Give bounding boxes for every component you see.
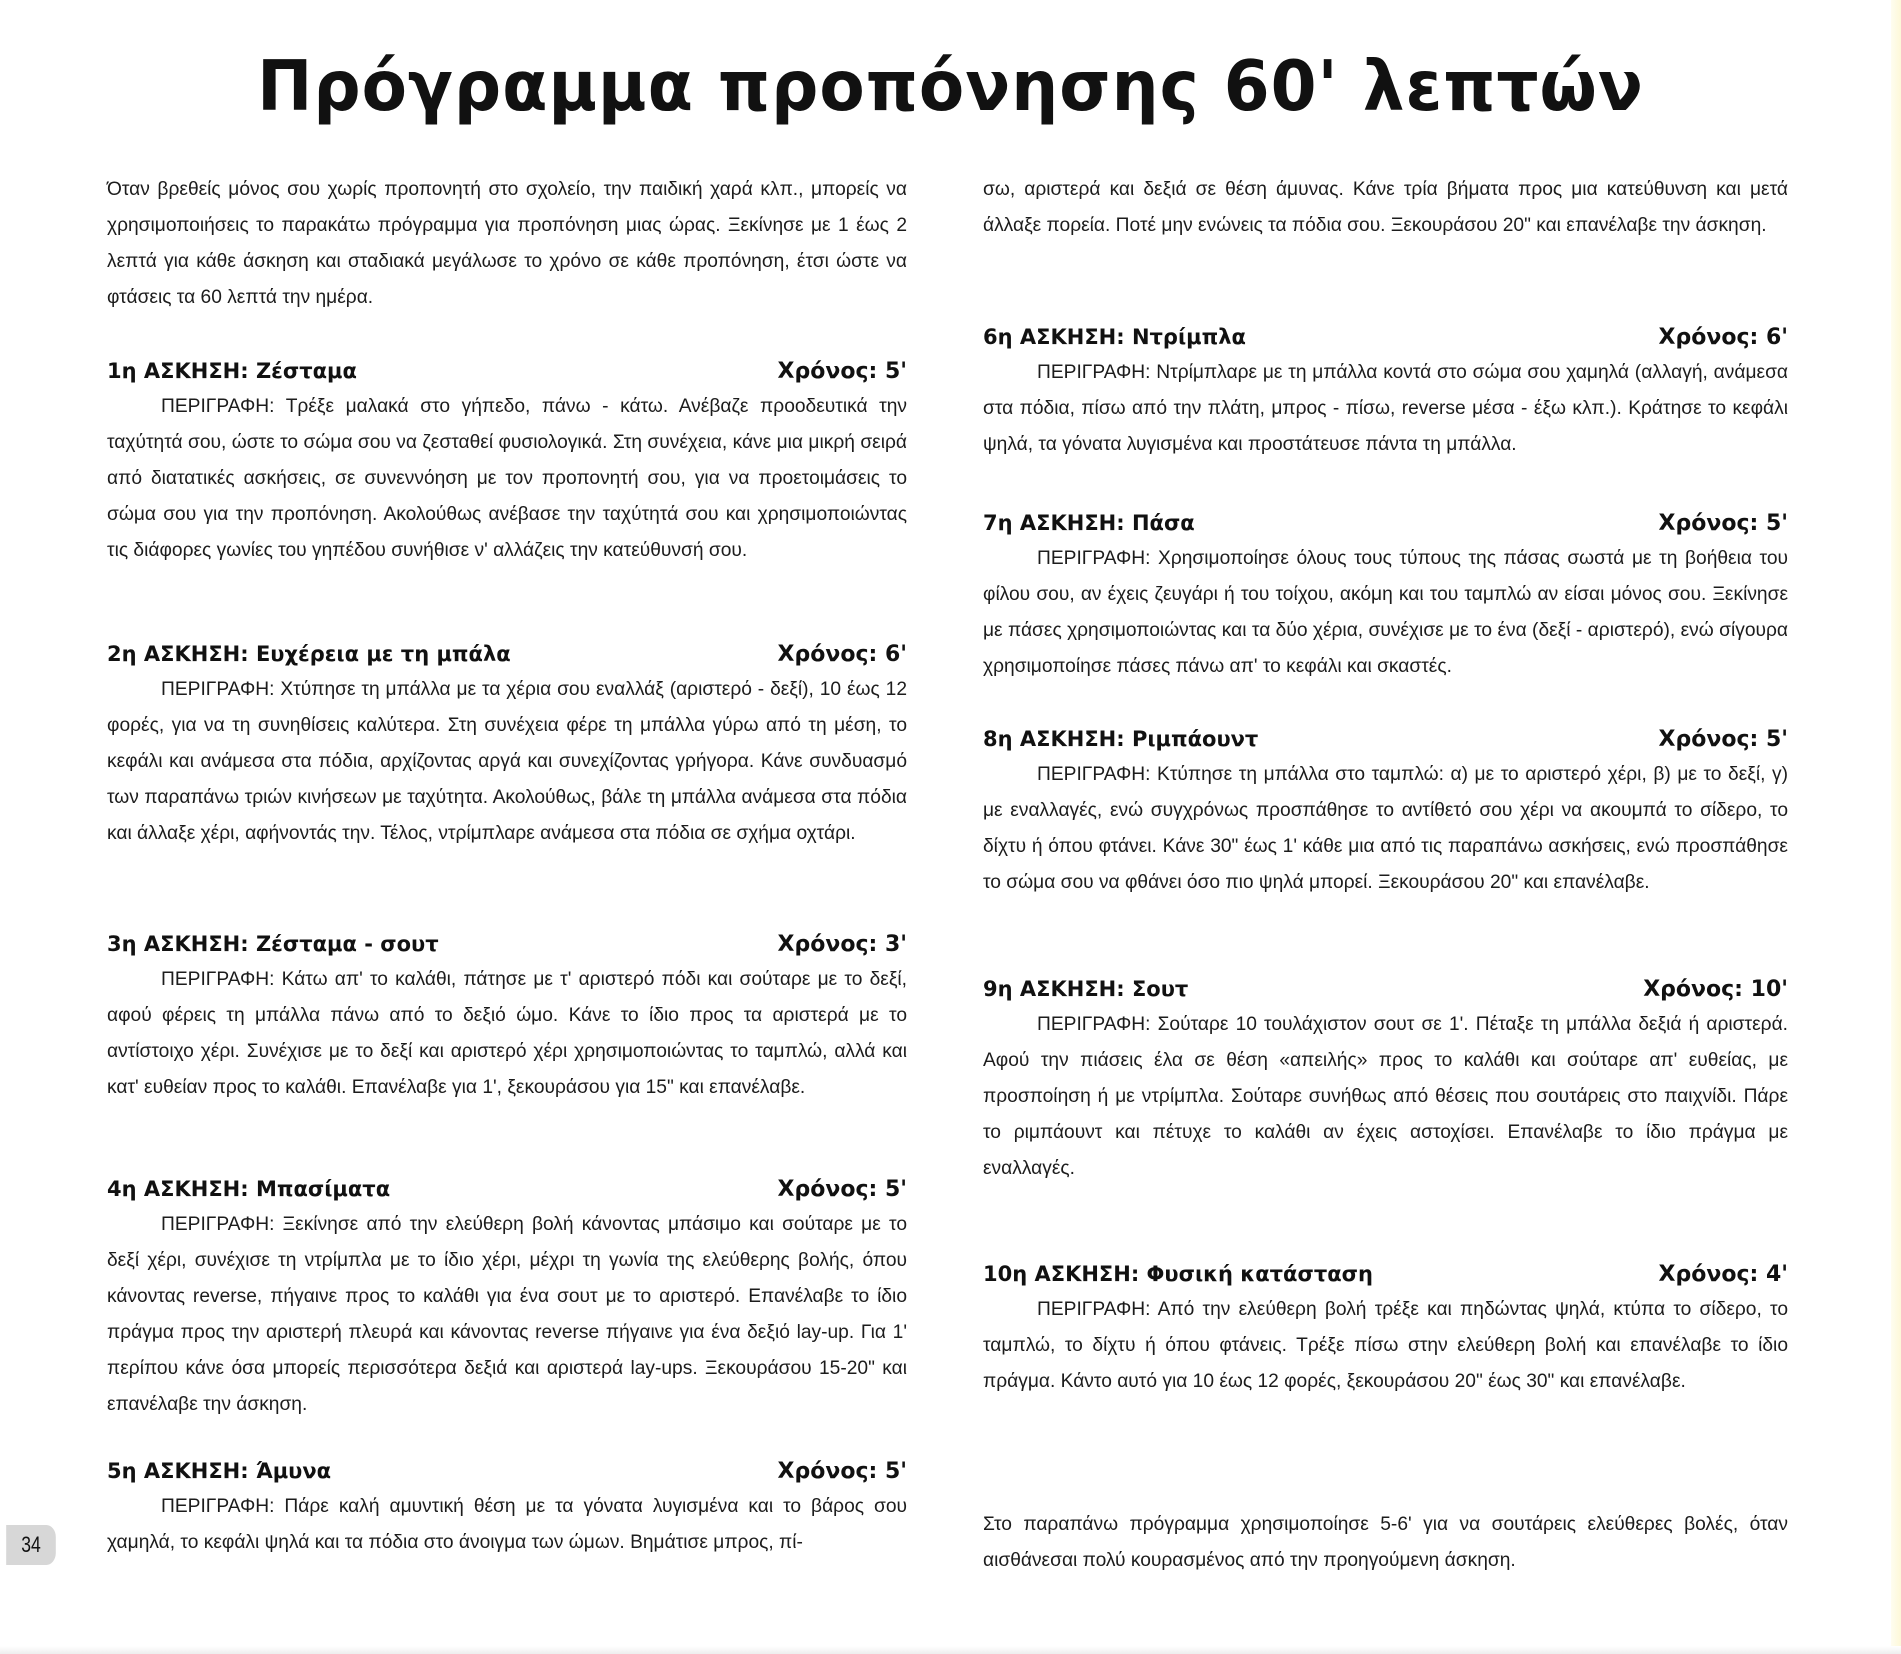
exercise-description: ΠΕΡΙΓΡΑΦΗ: Χτύπησε τη μπάλλα με τα χέρια σου εναλλάξ (αριστερό - δεξί), 10 έως 12 φορές, για να τη συνηθίσεις καλύτερα. Στη συνέχεια φέρε τη μπάλλα γύρω από τη μέση, το κεφάλι και ανάμεσα στα πόδια, αρχίζοντας αργά και συνεχίζοντας γρήγορα. Κάνε συνδυασμό των παραπάνω τριών κινήσεων με ταχύτητα. Ακολούθως, βάλε τη μπάλλα ανάμεσα στα πόδια και άλλαξε χέρι, αφήνοντάς την. Τέλος, ντρίμπλαρε ανάμεσα στα πόδια σε σχήμα οχτάρι. <box>107 679 907 844</box>
exercise-title: 5η ΑΣΚΗΣΗ: Άμυνα <box>107 1459 332 1483</box>
exercise-time: Χρόνος: 5' <box>777 1177 907 1202</box>
exercise-time: Χρόνος: 6' <box>1658 325 1788 350</box>
exercise-time: Χρόνος: 5' <box>1658 511 1788 536</box>
exercise-title: 1η ΑΣΚΗΣΗ: Ζέσταμα <box>107 359 357 383</box>
exercise-8 <box>983 722 1788 901</box>
exercise-description: ΠΕΡΙΓΡΑΦΗ: Τρέξε μαλακά στο γήπεδο, πάνω - κάτω. Ανέβαζε προοδευτικά την ταχύτητά σου, ώστε το σώμα σου να ζεσταθεί φυσιολογικά. Στη συνέχεια, κάνε μια μικρή σειρά από διατατικές ασκήσεις, σε συνεννόηση με τον προπονητή σου, για να προετοιμάσεις το σώμα σου για την προπόνηση. Ακολούθως ανέβασε την ταχύτητά σου και χρησιμοποιώντας τις διάφορες γωνίες του γηπέδου συνήθισε ν' αλλάζεις την κατεύθυνσή σου. <box>107 396 907 561</box>
exercise-header <box>107 637 907 672</box>
exercise-5-continuation: σω, αριστερά και δεξιά σε θέση άμυνας. Κάνε τρία βήματα προς μια κατεύθυνση και μετά άλλαξε πορεία. Ποτέ μην ενώνεις τα πόδια σου. Ξεκουράσου 20" και επανέλαβε την άσκηση. <box>983 179 1788 236</box>
exercise-10 <box>983 1257 1788 1400</box>
exercise-description: ΠΕΡΙΓΡΑΦΗ: Ντρίμπλαρε με τη μπάλλα κοντά στο σώμα σου χαμηλά (αλλαγή, ανάμεσα στα πόδια, πίσω από την πλάτη, μπρος - πίσω, reverse μέσα - έξω κλπ.). Κράτησε το κεφάλι ψηλά, τα γόνατα λυγισμένα και προστάτευσε πάντα τη μπάλλα. <box>983 362 1788 455</box>
page-bottom-shadow <box>0 1646 1901 1654</box>
intro-paragraph: Όταν βρεθείς μόνος σου χωρίς προπονητή στο σχολείο, την παιδική χαρά κλπ., μπορείς να χρησιμοποιήσεις το παρακάτω πρόγραμμα για προπόνηση μιας ώρας. Ξεκίνησε με 1 έως 2 λεπτά για κάθε άσκηση και σταδιακά μεγάλωσε το χρόνο σε κάθε προπόνηση, έτσι ώστε να φτάσεις τα 60 λεπτά την ημέρα. <box>107 179 907 308</box>
exercise-header <box>983 722 1788 757</box>
exercise-description: ΠΕΡΙΓΡΑΦΗ: Σούταρε 10 τουλάχιστον σουτ σε 1'. Πέταξε τη μπάλλα δεξιά ή αριστερά. Αφού την πιάσεις έλα σε θέση «απειλής» προς το καλάθι και σούταρε απ' ευθείας, με προσποίηση ή με ντρίμπλα. Σούταρε συνήθως από θέσεις που σουτάρεις στο παιχνίδι. Πάρε το ριμπάουντ και πέτυχε το καλάθι αν έχεις αστοχίσει. Επανέλαβε το ίδιο πράγμα με εναλλαγές. <box>983 1014 1788 1179</box>
exercise-4 <box>107 1172 907 1423</box>
exercise-header <box>107 1172 907 1207</box>
exercise-time: Χρόνος: 4' <box>1658 1262 1788 1287</box>
exercise-title: 10η ΑΣΚΗΣΗ: Φυσική κατάσταση <box>983 1262 1373 1286</box>
exercise-header <box>983 320 1788 355</box>
exercise-time: Χρόνος: 5' <box>777 359 907 384</box>
page-number-tab: 34 <box>6 1525 56 1565</box>
exercise-title: 9η ΑΣΚΗΣΗ: Σουτ <box>983 977 1189 1001</box>
exercise-header <box>107 354 907 389</box>
exercise-title: 6η ΑΣΚΗΣΗ: Ντρίμπλα <box>983 325 1246 349</box>
exercise-header <box>983 972 1788 1007</box>
exercise-3 <box>107 927 907 1106</box>
exercise-description: ΠΕΡΙΓΡΑΦΗ: Χρησιμοποίησε όλους τους τύπους της πάσας σωστά με τη βοήθεια του φίλου σου, αν έχεις ζευγάρι ή του τοίχου, ακόμη και του ταμπλώ αν είσαι μόνος σου. Ξεκίνησε με πάσες χρησιμοποιώντας και τα δύο χέρια, συνέχισε με το ένα (δεξί - αριστερό), ενώ σίγουρα χρησιμοποίησε πάσες πάνω απ' το κεφάλι και σκαστές. <box>983 548 1788 677</box>
exercise-description: ΠΕΡΙΓΡΑΦΗ: Ξεκίνησε από την ελεύθερη βολή κάνοντας μπάσιμο και σούταρε με το δεξί χέρι, συνέχισε τη ντρίμπλα με το ίδιο χέρι, μέχρι τη γωνία της ελεύθερης βολής, όπου κάνοντας reverse, πήγαινε προς το καλάθι για ένα σουτ με το αριστερό. Επανέλαβε το ίδιο πράγμα προς την αριστερή πλευρά και κάνοντας reverse πήγαινε για ένα δεξιό lay-up. Για 1' περίπου κάνε όσα μπορείς περισσότερα δεξιά και αριστερά lay-ups. Ξεκουράσου 15-20" και επανέλαβε την άσκηση. <box>107 1214 907 1415</box>
exercise-9 <box>983 972 1788 1187</box>
exercise-1 <box>107 354 907 569</box>
exercise-description: ΠΕΡΙΓΡΑΦΗ: Κάτω απ' το καλάθι, πάτησε με τ' αριστερό πόδι και σούταρε με το δεξί, αφού φέρεις τη μπάλλα πάνω από το δεξιό ώμο. Κάνε το ίδιο προς τα αριστερά με το αντίστοιχο χέρι. Συνέχισε με το δεξί και αριστερό χέρι χρησιμοποιώντας το ταμπλώ, αλλά και κατ' ευθείαν προς το καλάθι. Επανέλαβε για 1', ξεκουράσου για 15" και επανέλαβε. <box>107 969 907 1098</box>
exercise-title: 7η ΑΣΚΗΣΗ: Πάσα <box>983 511 1195 535</box>
exercise-2 <box>107 637 907 852</box>
exercise-title: 8η ΑΣΚΗΣΗ: Ριμπάουντ <box>983 727 1259 751</box>
exercise-description: ΠΕΡΙΓΡΑΦΗ: Κτύπησε τη μπάλλα στο ταμπλώ: α) με το αριστερό χέρι, β) με το δεξί, γ) με εναλλαγές, ενώ συγχρόνως προσπάθησε το αντίθετό σου χέρι να ακουμπά το σίδερο, το δίχτυ ή όπου φτάνει. Κάνε 30" έως 1' κάθε μια από τις παραπάνω ασκήσεις, ενώ προσπάθησε το σώμα σου να φθάνει όσο πιο ψηλά μπορεί. Ξεκουράσου 20" και επανέλαβε. <box>983 764 1788 893</box>
exercise-header <box>983 1257 1788 1292</box>
page-edge-shadow <box>1891 0 1901 1654</box>
exercise-header <box>983 506 1788 541</box>
exercise-6 <box>983 320 1788 463</box>
exercise-title: 2η ΑΣΚΗΣΗ: Ευχέρεια με τη μπάλα <box>107 642 511 666</box>
exercise-time: Χρόνος: 5' <box>1658 727 1788 752</box>
exercise-title: 4η ΑΣΚΗΣΗ: Μπασίματα <box>107 1177 391 1201</box>
exercise-description: ΠΕΡΙΓΡΑΦΗ: Από την ελεύθερη βολή τρέξε και πηδώντας ψηλά, κτύπα το σίδερο, το ταμπλώ, το δίχτυ ή όπου φτάνεις. Τρέξε πίσω στην ελεύθερη βολή και επανέλαβε το ίδιο πράγμα. Κάντο αυτό για 10 έως 12 φορές, ξεκουράσου 20" έως 30" και επανέλαβε. <box>983 1299 1788 1392</box>
exercise-time: Χρόνος: 5' <box>777 1459 907 1484</box>
exercise-title: 3η ΑΣΚΗΣΗ: Ζέσταμα - σουτ <box>107 932 439 956</box>
exercise-header <box>107 927 907 962</box>
page-title: Πρόγραμμα προπόνησης 60' λεπτών <box>257 46 1644 127</box>
exercise-time: Χρόνος: 6' <box>777 642 907 667</box>
exercise-time: Χρόνος: 3' <box>777 932 907 957</box>
closing-note: Στο παραπάνω πρόγραμμα χρησιμοποίησε 5-6' για να σουτάρεις ελεύθερες βολές, όταν αισθάνεσαι πολύ κουρασμένος από την προηγούμενη άσκηση. <box>983 1514 1788 1571</box>
exercise-7 <box>983 506 1788 685</box>
exercise-time: Χρόνος: 10' <box>1643 977 1788 1002</box>
exercise-header <box>107 1454 907 1489</box>
exercise-description: ΠΕΡΙΓΡΑΦΗ: Πάρε καλή αμυντική θέση με τα γόνατα λυγισμένα και το βάρος σου χαμηλά, το κεφάλι ψηλά και τα πόδια στο άνοιγμα των ώμων. Βημάτισε μπρος, πί- <box>107 1496 907 1553</box>
exercise-5 <box>107 1454 907 1561</box>
